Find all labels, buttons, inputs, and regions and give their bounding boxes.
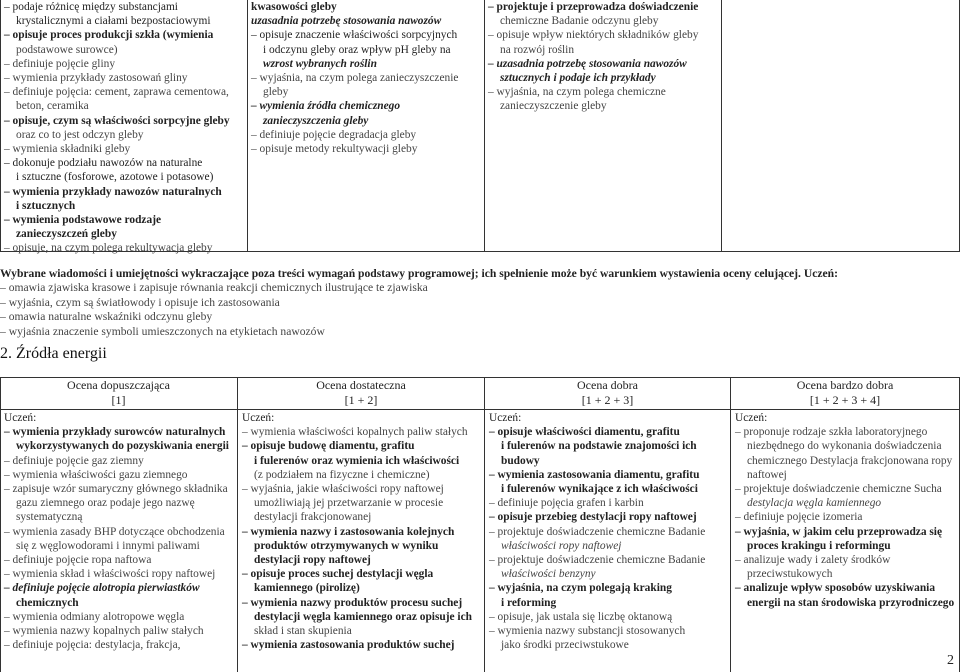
table-divider-1: [237, 377, 238, 672]
text-line: – definiuje pojęcie ropa naftowa: [4, 553, 236, 567]
header-dostateczna: [238, 377, 484, 408]
text-line: – definiuje pojęcia: cement, zaprawa cementowa,: [4, 85, 246, 99]
top-column-dostateczna: [251, 0, 483, 156]
text-line: – wyjaśnia, na czym polegają kraking: [489, 581, 729, 595]
note-items: [0, 281, 960, 339]
cell-dobra: [489, 411, 729, 652]
celujaca-note: [0, 267, 960, 339]
text-line: – wymienia przykłady surowców naturalnych: [4, 425, 236, 439]
text-line: i reforming: [501, 596, 557, 609]
top-table-divider-3: [721, 0, 722, 252]
text-line: budowy: [501, 454, 540, 467]
text-line: i fulerenów wynikające z ich właściwości: [501, 483, 698, 496]
header-label: Ocena dostateczna: [316, 378, 406, 392]
text-line: zanieczyszczenie gleby: [500, 100, 607, 113]
text-line: wzrost wybranych roślin: [263, 57, 377, 70]
text-line: destylacja węgla kamiennego: [747, 497, 882, 510]
text-line: krystalicznymi a ciałami bezpostaciowymi: [16, 15, 211, 28]
top-column-dobra: [488, 0, 720, 114]
text-line: (z podziałem na fizyczne i chemiczne): [254, 468, 430, 481]
text-line: chemicznego Destylacja frakcjonowana ropy: [747, 454, 953, 467]
text-line: – projektuje doświadczenie chemiczne Badanie: [489, 525, 729, 539]
top-table-divider-2: [484, 0, 485, 252]
text-line: – wymienia nazwy produktów procesu suchej: [242, 596, 483, 610]
text-line: – wymienia przykłady nawozów naturalnych: [4, 185, 246, 199]
text-line: – wymienia nazwy i zastosowania kolejnych: [242, 525, 483, 539]
text-line: podstawowe surowce): [16, 43, 118, 56]
text-line: Uczeń:: [4, 412, 37, 424]
text-line: – wymienia podstawowe rodzaje: [4, 213, 246, 227]
text-line: umożliwiają jej przetwarzanie w procesie: [254, 497, 444, 510]
header-bardzo-dobra: [731, 377, 959, 408]
text-line: – uzasadnia potrzebę stosowania nawozów: [488, 57, 720, 71]
header-label: Ocena dopuszczająca: [67, 378, 170, 392]
text-line: gleby: [263, 86, 289, 99]
text-line: – dokonuje podziału nawozów na naturalne: [4, 156, 246, 170]
text-line: beton, ceramika: [16, 100, 89, 113]
text-line: przeciwstukowych: [747, 568, 833, 581]
text-line: i sztucznych: [16, 199, 76, 212]
text-line: – opisuje, jak ustala się liczbę oktanową: [489, 610, 729, 624]
text-line: – opisuje przebieg destylacji ropy naftowej: [489, 510, 729, 524]
text-line: zanieczyszczeń gleby: [16, 228, 117, 241]
text-line: – definiuje pojęcie degradacja gleby: [251, 128, 483, 142]
text-line: chemicznych: [16, 596, 79, 609]
text-line: destylacji węgla kamiennego oraz opisuje ich: [254, 610, 472, 623]
text-line: się z węglowodorami i innymi paliwami: [16, 539, 200, 552]
note-item: – wyjaśnia znaczenie symboli umieszczonych na etykietach nawozów: [0, 325, 960, 339]
text-line: oraz co to jest odczyn gleby: [16, 128, 144, 141]
text-line: uzasadnia potrzebę stosowania nawozów: [251, 15, 442, 28]
text-line: niezbędnego do wykonania doświadczenia: [747, 440, 942, 453]
text-line: – analizuje wpływ sposobów uzyskiwania: [735, 581, 958, 595]
text-line: zanieczyszczenia gleby: [263, 114, 369, 127]
header-dopuszczajaca: [0, 377, 237, 408]
cell-dostateczna: [242, 411, 483, 652]
text-line: wykorzystywanych do pozyskiwania energii: [16, 440, 229, 453]
note-item: – omawia naturalne wskaźniki odczynu gleby: [0, 310, 960, 324]
cell-bardzo-dobra: [735, 411, 958, 610]
text-line: – wymienia zasady BHP dotyczące obchodzenia: [4, 525, 236, 539]
text-line: – definiuje pojęcie gaz ziemny: [4, 454, 236, 468]
text-line: kwasowości gleby: [251, 1, 337, 13]
text-line: – wymienia przykłady zastosowań gliny: [4, 71, 246, 85]
text-line: – wymienia składniki gleby: [4, 142, 246, 156]
text-line: – analizuje wady i zalety środków: [735, 553, 958, 567]
top-column-dopuszczajaca: [4, 0, 246, 256]
cell-dopuszczajaca: [4, 411, 236, 652]
text-line: systematyczną: [16, 511, 83, 524]
text-line: – opisuje wpływ niektórych składników gleby: [488, 28, 720, 42]
text-line: właściwości ropy naftowej: [501, 539, 622, 552]
text-line: – wymienia zastosowania produktów suchej: [242, 638, 483, 652]
note-item: – omawia zjawiska krasowe i zapisuje równania reakcji chemicznych ilustrujące te zjawiska: [0, 281, 960, 295]
text-line: – definiuje pojęcia: destylacja, frakcja,: [4, 638, 236, 652]
text-line: Uczeń:: [242, 412, 275, 424]
text-line: skład i stan skupienia: [254, 625, 352, 638]
text-line: Uczeń:: [489, 412, 522, 424]
text-line: i odczynu gleby oraz wpływ pH gleby na: [263, 43, 451, 56]
top-table: [0, 0, 960, 255]
text-line: Uczeń:: [735, 412, 768, 424]
header-label: Ocena dobra: [577, 378, 638, 392]
text-line: – wymienia źródła chemicznego: [251, 99, 483, 113]
text-line: kamiennego (pirolizę): [254, 582, 360, 595]
text-line: – opisuje, czym są właściwości sorpcyjne gleby: [4, 114, 246, 128]
text-line: – opisuje znaczenie właściwości sorpcyjnych: [251, 28, 483, 42]
header-dobra: [485, 377, 730, 408]
note-item: – wyjaśnia, czym są światłowody i opisuje ich zastosowania: [0, 296, 960, 310]
text-line: – wymienia właściwości gazu ziemnego: [4, 468, 236, 482]
text-line: – wymienia odmiany alotropowe węgla: [4, 610, 236, 624]
top-table-border-left: [0, 0, 1, 252]
table-border-left: [0, 377, 1, 672]
text-line: – opisuje właściwości diamentu, grafitu: [489, 425, 729, 439]
table-divider-2: [484, 377, 485, 672]
text-line: destylacji frakcjonowanej: [254, 511, 372, 524]
text-line: – podaje różnicę między substancjami: [4, 0, 246, 14]
text-line: – zapisuje wzór sumaryczny głównego składnika: [4, 482, 236, 496]
text-line: – opisuje proces suchej destylacji węgla: [242, 567, 483, 581]
text-line: – projektuje i przeprowadza doświadczenie: [488, 0, 720, 14]
text-line: – opisuje metody rekultywacji gleby: [251, 142, 483, 156]
table-divider-3: [730, 377, 731, 672]
header-label: Ocena bardzo dobra: [796, 378, 894, 392]
text-line: – wyjaśnia, na czym polega chemiczne: [488, 85, 720, 99]
text-line: gazu ziemnego oraz podaje jego nazwę: [16, 497, 195, 510]
text-line: – wyjaśnia, na czym polega zanieczyszczenie: [251, 71, 483, 85]
text-line: – wyjaśnia, jakie właściwości ropy naftowej: [242, 482, 483, 496]
section-title: 2. Źródła energii: [0, 345, 107, 362]
text-line: – wymienia właściwości kopalnych paliw stałych: [242, 425, 483, 439]
text-line: na rozwój roślin: [500, 43, 575, 56]
page-number: 2: [947, 652, 954, 668]
text-line: energii na stan środowiska przyrodniczego: [747, 596, 955, 609]
text-line: – definiuje pojęcie izomeria: [735, 510, 958, 524]
text-line: – definiuje pojęcia grafen i karbin: [489, 496, 729, 510]
text-line: – wymienia zastosowania diamentu, grafitu: [489, 468, 729, 482]
top-table-divider-1: [247, 0, 248, 252]
header-range: [1]: [111, 392, 126, 407]
text-line: i fulerenów oraz wymienia ich właściwości: [254, 454, 460, 467]
text-line: chemiczne Badanie odczynu gleby: [500, 15, 659, 28]
text-line: – opisuje proces produkcji szkła (wymienia: [4, 28, 246, 42]
text-line: właściwości benzyny: [501, 568, 596, 581]
text-line: naftowej: [747, 468, 787, 481]
table-header-separator: [0, 409, 960, 410]
text-line: – wymienia skład i właściwości ropy naftowej: [4, 567, 236, 581]
header-range: [1 + 2]: [344, 392, 378, 407]
text-line: – wymienia nazwy kopalnych paliw stałych: [4, 624, 236, 638]
text-line: – wyjaśnia, w jakim celu przeprowadza się: [735, 525, 958, 539]
grades-table: [0, 377, 960, 672]
note-heading: Wybrane wiadomości i umiejętności wykraczające poza treści wymagań podstawy programowej; ich spełnienie może być warunkiem wystawienia oceny celującej. Uczeń:: [0, 267, 838, 280]
text-line: – projektuje doświadczenie chemiczne Sucha: [735, 482, 958, 496]
text-line: – opisuje, na czym polega rekultywacja gleby: [4, 241, 246, 255]
text-line: sztucznych i podaje ich przykłady: [500, 72, 656, 85]
text-line: – wymienia nazwy substancji stosowanych: [489, 624, 729, 638]
text-line: jako środki przeciwstukowe: [501, 639, 629, 652]
text-line: produktów otrzymywanych w wyniku: [254, 539, 439, 552]
text-line: – proponuje rodzaje szkła laboratoryjnego: [735, 425, 958, 439]
header-range: [1 + 2 + 3]: [581, 392, 634, 407]
text-line: i sztuczne (fosforowe, azotowe i potasowe): [16, 171, 214, 184]
text-line: – definiuje pojęcie alotropia pierwiastków: [4, 581, 236, 595]
text-line: – projektuje doświadczenie chemiczne Badanie: [489, 553, 729, 567]
text-line: – opisuje budowę diamentu, grafitu: [242, 439, 483, 453]
header-range: [1 + 2 + 3 + 4]: [809, 392, 881, 407]
text-line: – definiuje pojęcie gliny: [4, 57, 246, 71]
text-line: proces krakingu i reformingu: [747, 539, 891, 552]
text-line: destylacji ropy naftowej: [254, 554, 371, 567]
text-line: i fulerenów na podstawie znajomości ich: [501, 440, 697, 453]
